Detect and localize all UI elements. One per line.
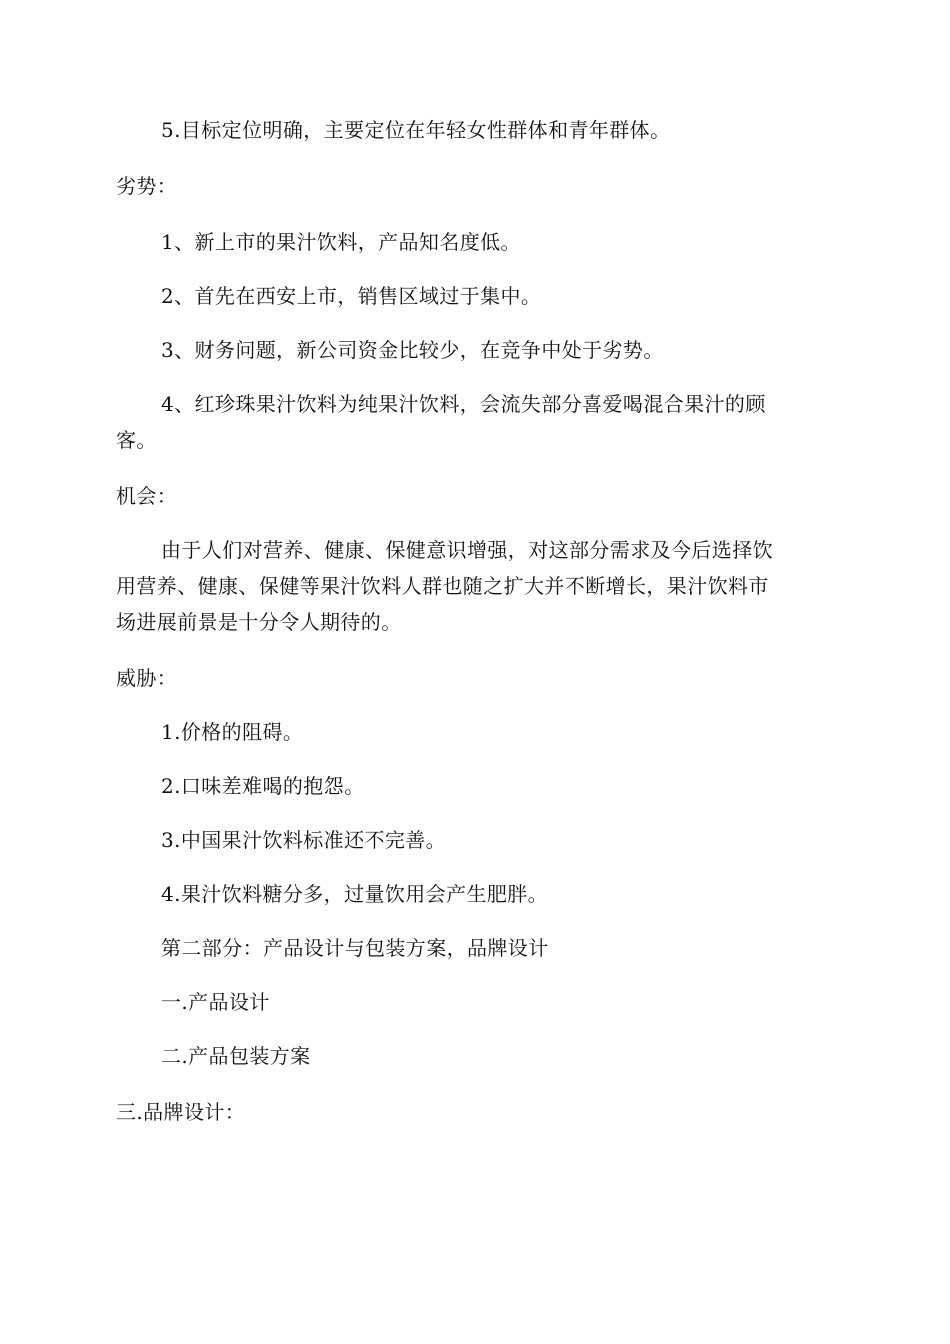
opportunity-heading: 机会：: [116, 484, 178, 508]
strength-item-5: 5.目标定位明确，主要定位在年轻女性群体和青年群体。: [161, 118, 671, 142]
threat-item-2: 2.口味差难喝的抱怨。: [161, 774, 365, 798]
threat-heading: 威胁：: [116, 666, 178, 690]
threat-item-4: 4.果汁饮料糖分多，过量饮用会产生肥胖。: [161, 882, 549, 906]
weakness-item-3: 3、财务问题，新公司资金比较少，在竞争中处于劣势。: [161, 338, 664, 362]
weakness-item-4-cont: 客。: [116, 428, 157, 452]
threat-item-1: 1.价格的阻碍。: [161, 720, 304, 744]
weakness-item-4: 4、红珍珠果汁饮料为纯果汁饮料，会流失部分喜爱喝混合果汁的顾: [161, 392, 766, 416]
brand-design-item: 三.品牌设计：: [116, 1100, 246, 1124]
packaging-plan-item: 二.产品包装方案: [161, 1044, 311, 1068]
opportunity-paragraph-line-2: 用营养、健康、保健等果汁饮料人群也随之扩大并不断增长，果汁饮料市: [116, 574, 769, 598]
weakness-heading: 劣势：: [116, 174, 178, 198]
threat-item-3: 3.中国果汁饮料标准还不完善。: [161, 828, 447, 852]
weakness-item-1: 1、新上市的果汁饮料，产品知名度低。: [161, 230, 521, 254]
opportunity-paragraph-line-3: 场进展前景是十分令人期待的。: [116, 610, 402, 634]
weakness-item-2: 2、首先在西安上市，销售区域过于集中。: [161, 284, 542, 308]
part-two-heading: 第二部分：产品设计与包装方案，品牌设计: [161, 936, 549, 960]
opportunity-paragraph-line-1: 由于人们对营养、健康、保健意识增强，对这部分需求及今后选择饮: [161, 538, 773, 562]
product-design-item: 一.产品设计: [161, 990, 270, 1014]
